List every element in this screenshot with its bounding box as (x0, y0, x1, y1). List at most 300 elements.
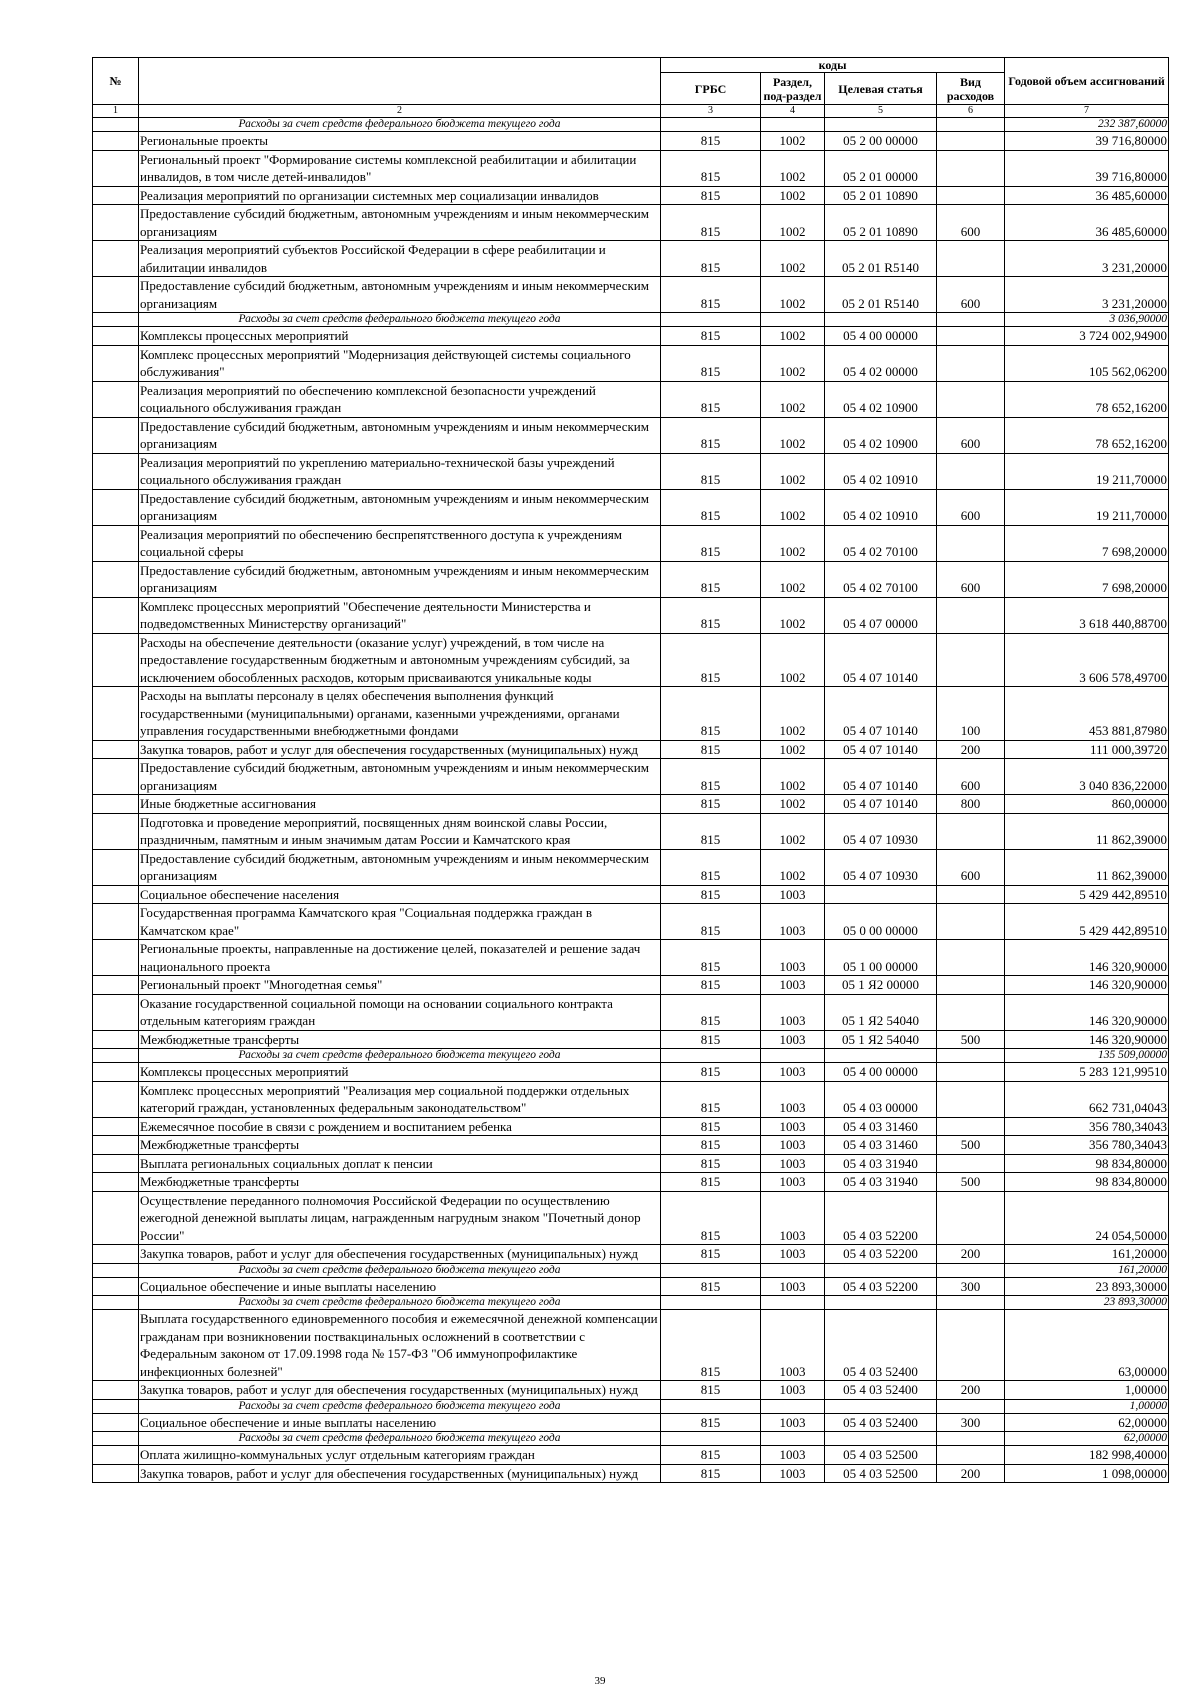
cell-kind (937, 186, 1005, 205)
cell-amount: 19 211,70000 (1005, 453, 1169, 489)
cell-amount: 11 862,39000 (1005, 849, 1169, 885)
cell-target: 05 1 Я2 54040 (825, 994, 937, 1030)
cell-name: Комплекс процессных мероприятий "Обеспечение деятельности Министерства и подведомственных Министерству организаций" (139, 597, 661, 633)
cell-kind: 600 (937, 561, 1005, 597)
cell-name: Расходы за счет средств федерального бюджета текущего года (139, 1263, 661, 1277)
cell-num (93, 417, 139, 453)
cell-section: 1003 (761, 1191, 825, 1245)
cell-section (761, 1263, 825, 1277)
cell-grbs: 815 (661, 687, 761, 741)
cell-kind (937, 597, 1005, 633)
cell-target: 05 1 Я2 00000 (825, 976, 937, 995)
cell-kind (937, 1296, 1005, 1310)
cell-grbs: 815 (661, 1173, 761, 1192)
table-row (93, 994, 1169, 1030)
cell-section: 1002 (761, 381, 825, 417)
cell-amount: 3 231,20000 (1005, 241, 1169, 277)
cell-section: 1002 (761, 687, 825, 741)
cell-name: Межбюджетные трансферты (139, 1030, 661, 1049)
cell-grbs: 815 (661, 241, 761, 277)
cell-amount: 62,00000 (1005, 1413, 1169, 1432)
cell-name: Межбюджетные трансферты (139, 1136, 661, 1155)
cell-amount: 7 698,20000 (1005, 525, 1169, 561)
cell-num (93, 1173, 139, 1192)
table-row (93, 976, 1169, 995)
cell-section: 1002 (761, 345, 825, 381)
table-row (93, 150, 1169, 186)
cell-grbs: 815 (661, 277, 761, 313)
cell-num (93, 885, 139, 904)
cell-target: 05 2 01 R5140 (825, 277, 937, 313)
cell-target: 05 4 03 31940 (825, 1154, 937, 1173)
cell-target: 05 4 07 10140 (825, 759, 937, 795)
cell-target: 05 4 02 10910 (825, 489, 937, 525)
cell-grbs (661, 313, 761, 327)
cell-section: 1002 (761, 849, 825, 885)
cell-target: 05 4 03 00000 (825, 1081, 937, 1117)
cell-target: 05 4 02 10900 (825, 417, 937, 453)
cell-amount: 146 320,90000 (1005, 1030, 1169, 1049)
cell-amount: 3 040 836,22000 (1005, 759, 1169, 795)
cell-kind: 500 (937, 1136, 1005, 1155)
cell-grbs: 815 (661, 1191, 761, 1245)
cell-name: Предоставление субсидий бюджетным, автономным учреждениям и иным некоммерческим организациям (139, 277, 661, 313)
cell-target (825, 313, 937, 327)
table-row (93, 417, 1169, 453)
cell-section: 1002 (761, 327, 825, 346)
cell-target: 05 4 02 10900 (825, 381, 937, 417)
cell-amount: 3 618 440,88700 (1005, 597, 1169, 633)
cell-name: Расходы за счет средств федерального бюджета текущего года (139, 1432, 661, 1446)
cell-kind: 300 (937, 1413, 1005, 1432)
cell-name: Комплекс процессных мероприятий "Модернизация действующей системы социального обслуживания" (139, 345, 661, 381)
table-row (93, 1296, 1169, 1310)
cell-num (93, 633, 139, 687)
cell-kind: 600 (937, 759, 1005, 795)
cell-grbs: 815 (661, 1245, 761, 1264)
cell-num (93, 1310, 139, 1381)
cell-target: 05 4 00 00000 (825, 1063, 937, 1082)
colnum-5: 5 (825, 105, 937, 118)
cell-kind (937, 327, 1005, 346)
cell-kind (937, 1432, 1005, 1446)
table-row (93, 1049, 1169, 1063)
cell-section: 1002 (761, 205, 825, 241)
cell-target (825, 885, 937, 904)
cell-section: 1002 (761, 150, 825, 186)
cell-amount: 182 998,40000 (1005, 1446, 1169, 1465)
cell-kind (937, 1081, 1005, 1117)
cell-section: 1002 (761, 633, 825, 687)
cell-section: 1002 (761, 453, 825, 489)
cell-target: 05 4 02 70100 (825, 561, 937, 597)
cell-target: 05 4 07 10140 (825, 740, 937, 759)
table-row (93, 1154, 1169, 1173)
table-row (93, 381, 1169, 417)
cell-name: Расходы за счет средств федерального бюджета текущего года (139, 118, 661, 132)
cell-num (93, 1081, 139, 1117)
cell-target: 05 4 07 00000 (825, 597, 937, 633)
cell-num (93, 205, 139, 241)
table-row (93, 525, 1169, 561)
cell-amount: 36 485,60000 (1005, 205, 1169, 241)
cell-grbs: 815 (661, 1063, 761, 1082)
cell-grbs: 815 (661, 885, 761, 904)
cell-target: 05 4 03 31460 (825, 1136, 937, 1155)
cell-grbs: 815 (661, 1413, 761, 1432)
cell-amount: 1,00000 (1005, 1381, 1169, 1400)
cell-amount: 98 834,80000 (1005, 1154, 1169, 1173)
col-kind-header: Вид расходов (937, 73, 1005, 105)
cell-name: Оказание государственной социальной помощи на основании социального контракта отдельным категориям граждан (139, 994, 661, 1030)
table-row (93, 1381, 1169, 1400)
cell-kind (937, 904, 1005, 940)
table-row (93, 1030, 1169, 1049)
cell-amount: 63,00000 (1005, 1310, 1169, 1381)
cell-num (93, 489, 139, 525)
cell-kind (937, 1063, 1005, 1082)
cell-num (93, 1381, 139, 1400)
cell-grbs (661, 1263, 761, 1277)
cell-target: 05 2 01 10890 (825, 205, 937, 241)
table-row (93, 885, 1169, 904)
page-number: 39 (594, 1675, 606, 1687)
cell-kind: 200 (937, 1245, 1005, 1264)
cell-name: Закупка товаров, работ и услуг для обеспечения государственных (муниципальных) нужд (139, 1381, 661, 1400)
table-row (93, 1277, 1169, 1296)
table-row (93, 940, 1169, 976)
cell-amount: 11 862,39000 (1005, 813, 1169, 849)
cell-grbs: 815 (661, 795, 761, 814)
cell-section: 1003 (761, 904, 825, 940)
cell-target: 05 4 03 52500 (825, 1446, 937, 1465)
cell-grbs: 815 (661, 525, 761, 561)
cell-kind (937, 241, 1005, 277)
cell-grbs: 815 (661, 849, 761, 885)
cell-target: 05 4 07 10140 (825, 687, 937, 741)
cell-target: 05 4 03 52400 (825, 1310, 937, 1381)
cell-target (825, 1432, 937, 1446)
cell-num (93, 561, 139, 597)
cell-target: 05 4 03 31940 (825, 1173, 937, 1192)
cell-target: 05 4 02 00000 (825, 345, 937, 381)
table-row (93, 327, 1169, 346)
cell-num (93, 241, 139, 277)
cell-kind (937, 994, 1005, 1030)
cell-amount: 39 716,80000 (1005, 132, 1169, 151)
cell-kind: 500 (937, 1030, 1005, 1049)
cell-amount: 39 716,80000 (1005, 150, 1169, 186)
cell-name: Расходы за счет средств федерального бюджета текущего года (139, 1399, 661, 1413)
table-row (93, 813, 1169, 849)
cell-name: Реализация мероприятий субъектов Российской Федерации в сфере реабилитации и абилитации инвалидов (139, 241, 661, 277)
cell-section: 1002 (761, 525, 825, 561)
cell-num (93, 976, 139, 995)
cell-target: 05 0 00 00000 (825, 904, 937, 940)
table-row (93, 1310, 1169, 1381)
table-row (93, 1245, 1169, 1264)
cell-section: 1003 (761, 1413, 825, 1432)
table-row (93, 345, 1169, 381)
cell-section: 1003 (761, 1154, 825, 1173)
cell-grbs: 815 (661, 994, 761, 1030)
cell-num (93, 381, 139, 417)
cell-kind (937, 1263, 1005, 1277)
cell-name: Выплата государственного единовременного пособия и ежемесячной денежной компенсации гражданам при возникновении поствакцинальных осложнений в соответствии с Федеральным законом от 17.09.1998 года № 157-ФЗ "Об иммунопрофилактике инфекционных болезней" (139, 1310, 661, 1381)
colnum-1: 1 (93, 105, 139, 118)
cell-name: Комплексы процессных мероприятий (139, 327, 661, 346)
col-grbs-header: ГРБС (661, 73, 761, 105)
cell-name: Социальное обеспечение и иные выплаты населению (139, 1413, 661, 1432)
cell-num (93, 795, 139, 814)
cell-amount: 135 509,00000 (1005, 1049, 1169, 1063)
cell-amount: 98 834,80000 (1005, 1173, 1169, 1192)
cell-grbs: 815 (661, 940, 761, 976)
table-row (93, 633, 1169, 687)
cell-name: Ежемесячное пособие в связи с рождением и воспитанием ребенка (139, 1117, 661, 1136)
cell-num (93, 904, 139, 940)
cell-section: 1003 (761, 1136, 825, 1155)
cell-grbs: 815 (661, 561, 761, 597)
cell-section (761, 1296, 825, 1310)
cell-amount: 161,20000 (1005, 1263, 1169, 1277)
cell-num (93, 740, 139, 759)
cell-kind: 500 (937, 1173, 1005, 1192)
table-row (93, 1432, 1169, 1446)
cell-kind: 200 (937, 1464, 1005, 1483)
cell-grbs: 815 (661, 1081, 761, 1117)
cell-section: 1002 (761, 795, 825, 814)
cell-grbs: 815 (661, 132, 761, 151)
cell-grbs: 815 (661, 1310, 761, 1381)
cell-kind (937, 150, 1005, 186)
cell-target: 05 4 03 52200 (825, 1191, 937, 1245)
cell-num (93, 1464, 139, 1483)
table-row (93, 1191, 1169, 1245)
cell-name: Оплата жилищно-коммунальных услуг отдельным категориям граждан (139, 1446, 661, 1465)
cell-kind (937, 381, 1005, 417)
budget-table-sheet (92, 57, 1168, 1483)
table-row (93, 1081, 1169, 1117)
cell-target (825, 1263, 937, 1277)
cell-section: 1003 (761, 885, 825, 904)
table-row (93, 597, 1169, 633)
cell-num (93, 1446, 139, 1465)
cell-amount: 356 780,34043 (1005, 1136, 1169, 1155)
cell-num (93, 813, 139, 849)
cell-num (93, 1413, 139, 1432)
cell-section: 1003 (761, 1277, 825, 1296)
cell-kind (937, 453, 1005, 489)
cell-num (93, 849, 139, 885)
cell-target: 05 4 07 10140 (825, 795, 937, 814)
cell-grbs: 815 (661, 759, 761, 795)
cell-name: Расходы за счет средств федерального бюджета текущего года (139, 1049, 661, 1063)
cell-kind (937, 976, 1005, 995)
cell-grbs: 815 (661, 1030, 761, 1049)
cell-amount: 23 893,30000 (1005, 1277, 1169, 1296)
cell-target: 05 4 00 00000 (825, 327, 937, 346)
cell-amount: 5 429 442,89510 (1005, 885, 1169, 904)
table-row (93, 849, 1169, 885)
cell-amount: 1,00000 (1005, 1399, 1169, 1413)
cell-target: 05 2 01 00000 (825, 150, 937, 186)
cell-name: Региональные проекты (139, 132, 661, 151)
cell-section: 1003 (761, 994, 825, 1030)
cell-num (93, 313, 139, 327)
cell-kind (937, 940, 1005, 976)
table-row (93, 186, 1169, 205)
cell-grbs: 815 (661, 1117, 761, 1136)
table-row (93, 277, 1169, 313)
cell-grbs: 815 (661, 453, 761, 489)
cell-name: Межбюджетные трансферты (139, 1173, 661, 1192)
cell-amount: 662 731,04043 (1005, 1081, 1169, 1117)
cell-target: 05 4 03 52500 (825, 1464, 937, 1483)
cell-grbs (661, 1432, 761, 1446)
cell-name: Расходы на обеспечение деятельности (оказание услуг) учреждений, в том числе на предоставление государственным бюджетным и автономным учреждениям субсидий, за исключением обособленных расходов, которым присваиваются уникальные коды (139, 633, 661, 687)
cell-amount: 7 698,20000 (1005, 561, 1169, 597)
cell-name: Подготовка и проведение мероприятий, посвященных дням воинской славы России, праздничным, памятным и иным значимым датам России и Камчатского края (139, 813, 661, 849)
cell-target: 05 2 01 10890 (825, 186, 937, 205)
cell-name: Выплата региональных социальных доплат к пенсии (139, 1154, 661, 1173)
cell-target: 05 1 Я2 54040 (825, 1030, 937, 1049)
cell-name: Предоставление субсидий бюджетным, автономным учреждениям и иным некоммерческим организациям (139, 417, 661, 453)
colnum-4: 4 (761, 105, 825, 118)
cell-num (93, 525, 139, 561)
table-row (93, 132, 1169, 151)
cell-amount: 146 320,90000 (1005, 994, 1169, 1030)
cell-kind (937, 132, 1005, 151)
cell-amount: 356 780,34043 (1005, 1117, 1169, 1136)
col-section-header: Раздел, под-раздел (761, 73, 825, 105)
cell-name: Предоставление субсидий бюджетным, автономным учреждениям и иным некоммерческим организациям (139, 489, 661, 525)
cell-section: 1003 (761, 1117, 825, 1136)
cell-grbs: 815 (661, 1381, 761, 1400)
cell-num (93, 1245, 139, 1264)
cell-name: Реализация мероприятий по обеспечению комплексной безопасности учреждений социального обслуживания граждан (139, 381, 661, 417)
cell-grbs: 815 (661, 150, 761, 186)
cell-grbs: 815 (661, 1136, 761, 1155)
cell-name: Социальное обеспечение и иные выплаты населению (139, 1277, 661, 1296)
cell-grbs: 815 (661, 205, 761, 241)
cell-section: 1003 (761, 940, 825, 976)
cell-num (93, 1117, 139, 1136)
cell-num (93, 1049, 139, 1063)
cell-amount: 3 724 002,94900 (1005, 327, 1169, 346)
table-row (93, 1063, 1169, 1082)
cell-target: 05 4 02 70100 (825, 525, 937, 561)
cell-kind: 200 (937, 740, 1005, 759)
table-row (93, 1173, 1169, 1192)
cell-kind (937, 525, 1005, 561)
cell-grbs: 815 (661, 597, 761, 633)
cell-section: 1003 (761, 1464, 825, 1483)
cell-section: 1003 (761, 1310, 825, 1381)
cell-kind (937, 345, 1005, 381)
cell-amount: 5 429 442,89510 (1005, 904, 1169, 940)
cell-num (93, 1136, 139, 1155)
column-number-row (93, 105, 1169, 118)
cell-amount: 3 231,20000 (1005, 277, 1169, 313)
codes-header: коды (661, 58, 1005, 73)
cell-section: 1002 (761, 740, 825, 759)
cell-grbs (661, 1049, 761, 1063)
cell-num (93, 1191, 139, 1245)
cell-num (93, 1296, 139, 1310)
cell-amount: 453 881,87980 (1005, 687, 1169, 741)
cell-target: 05 4 03 31460 (825, 1117, 937, 1136)
cell-kind: 600 (937, 277, 1005, 313)
table-row (93, 453, 1169, 489)
cell-kind (937, 1117, 1005, 1136)
cell-name: Предоставление субсидий бюджетным, автономным учреждениям и иным некоммерческим организациям (139, 561, 661, 597)
cell-target: 05 2 01 R5140 (825, 241, 937, 277)
cell-section: 1002 (761, 759, 825, 795)
cell-amount: 3 606 578,49700 (1005, 633, 1169, 687)
cell-target: 05 4 03 52400 (825, 1413, 937, 1432)
colnum-6: 6 (937, 105, 1005, 118)
cell-name: Закупка товаров, работ и услуг для обеспечения государственных (муниципальных) нужд (139, 1245, 661, 1264)
cell-grbs: 815 (661, 1277, 761, 1296)
col-volume-header: Годовой объем ассигнований (1005, 58, 1169, 105)
cell-kind (937, 1049, 1005, 1063)
cell-grbs: 815 (661, 1464, 761, 1483)
table-row (93, 205, 1169, 241)
table-row (93, 1464, 1169, 1483)
col-name-header (139, 58, 661, 105)
cell-name: Предоставление субсидий бюджетным, автономным учреждениям и иным некоммерческим организациям (139, 205, 661, 241)
cell-section (761, 1049, 825, 1063)
cell-target (825, 1049, 937, 1063)
cell-amount: 105 562,06200 (1005, 345, 1169, 381)
cell-grbs: 815 (661, 345, 761, 381)
cell-num (93, 687, 139, 741)
cell-section: 1002 (761, 561, 825, 597)
table-row (93, 740, 1169, 759)
cell-num (93, 597, 139, 633)
cell-kind (937, 1191, 1005, 1245)
cell-amount: 146 320,90000 (1005, 940, 1169, 976)
cell-num (93, 1030, 139, 1049)
table-row (93, 489, 1169, 525)
cell-kind (937, 1154, 1005, 1173)
cell-name: Иные бюджетные ассигнования (139, 795, 661, 814)
cell-num (93, 277, 139, 313)
cell-num (93, 345, 139, 381)
cell-kind: 200 (937, 1381, 1005, 1400)
cell-num (93, 759, 139, 795)
table-row (93, 118, 1169, 132)
cell-grbs: 815 (661, 813, 761, 849)
table-row (93, 1446, 1169, 1465)
cell-num (93, 1063, 139, 1082)
cell-name: Государственная программа Камчатского края "Социальная поддержка граждан в Камчатском крае" (139, 904, 661, 940)
cell-kind (937, 118, 1005, 132)
cell-section: 1003 (761, 1381, 825, 1400)
cell-num (93, 940, 139, 976)
cell-kind (937, 813, 1005, 849)
cell-name: Комплекс процессных мероприятий "Реализация мер социальной поддержки отдельных категорий граждан, установленных федеральным законодательством" (139, 1081, 661, 1117)
cell-grbs: 815 (661, 740, 761, 759)
cell-grbs: 815 (661, 327, 761, 346)
table-body (93, 118, 1169, 1483)
cell-grbs (661, 1399, 761, 1413)
cell-num (93, 453, 139, 489)
cell-kind: 600 (937, 489, 1005, 525)
cell-kind: 600 (937, 205, 1005, 241)
cell-grbs (661, 1296, 761, 1310)
